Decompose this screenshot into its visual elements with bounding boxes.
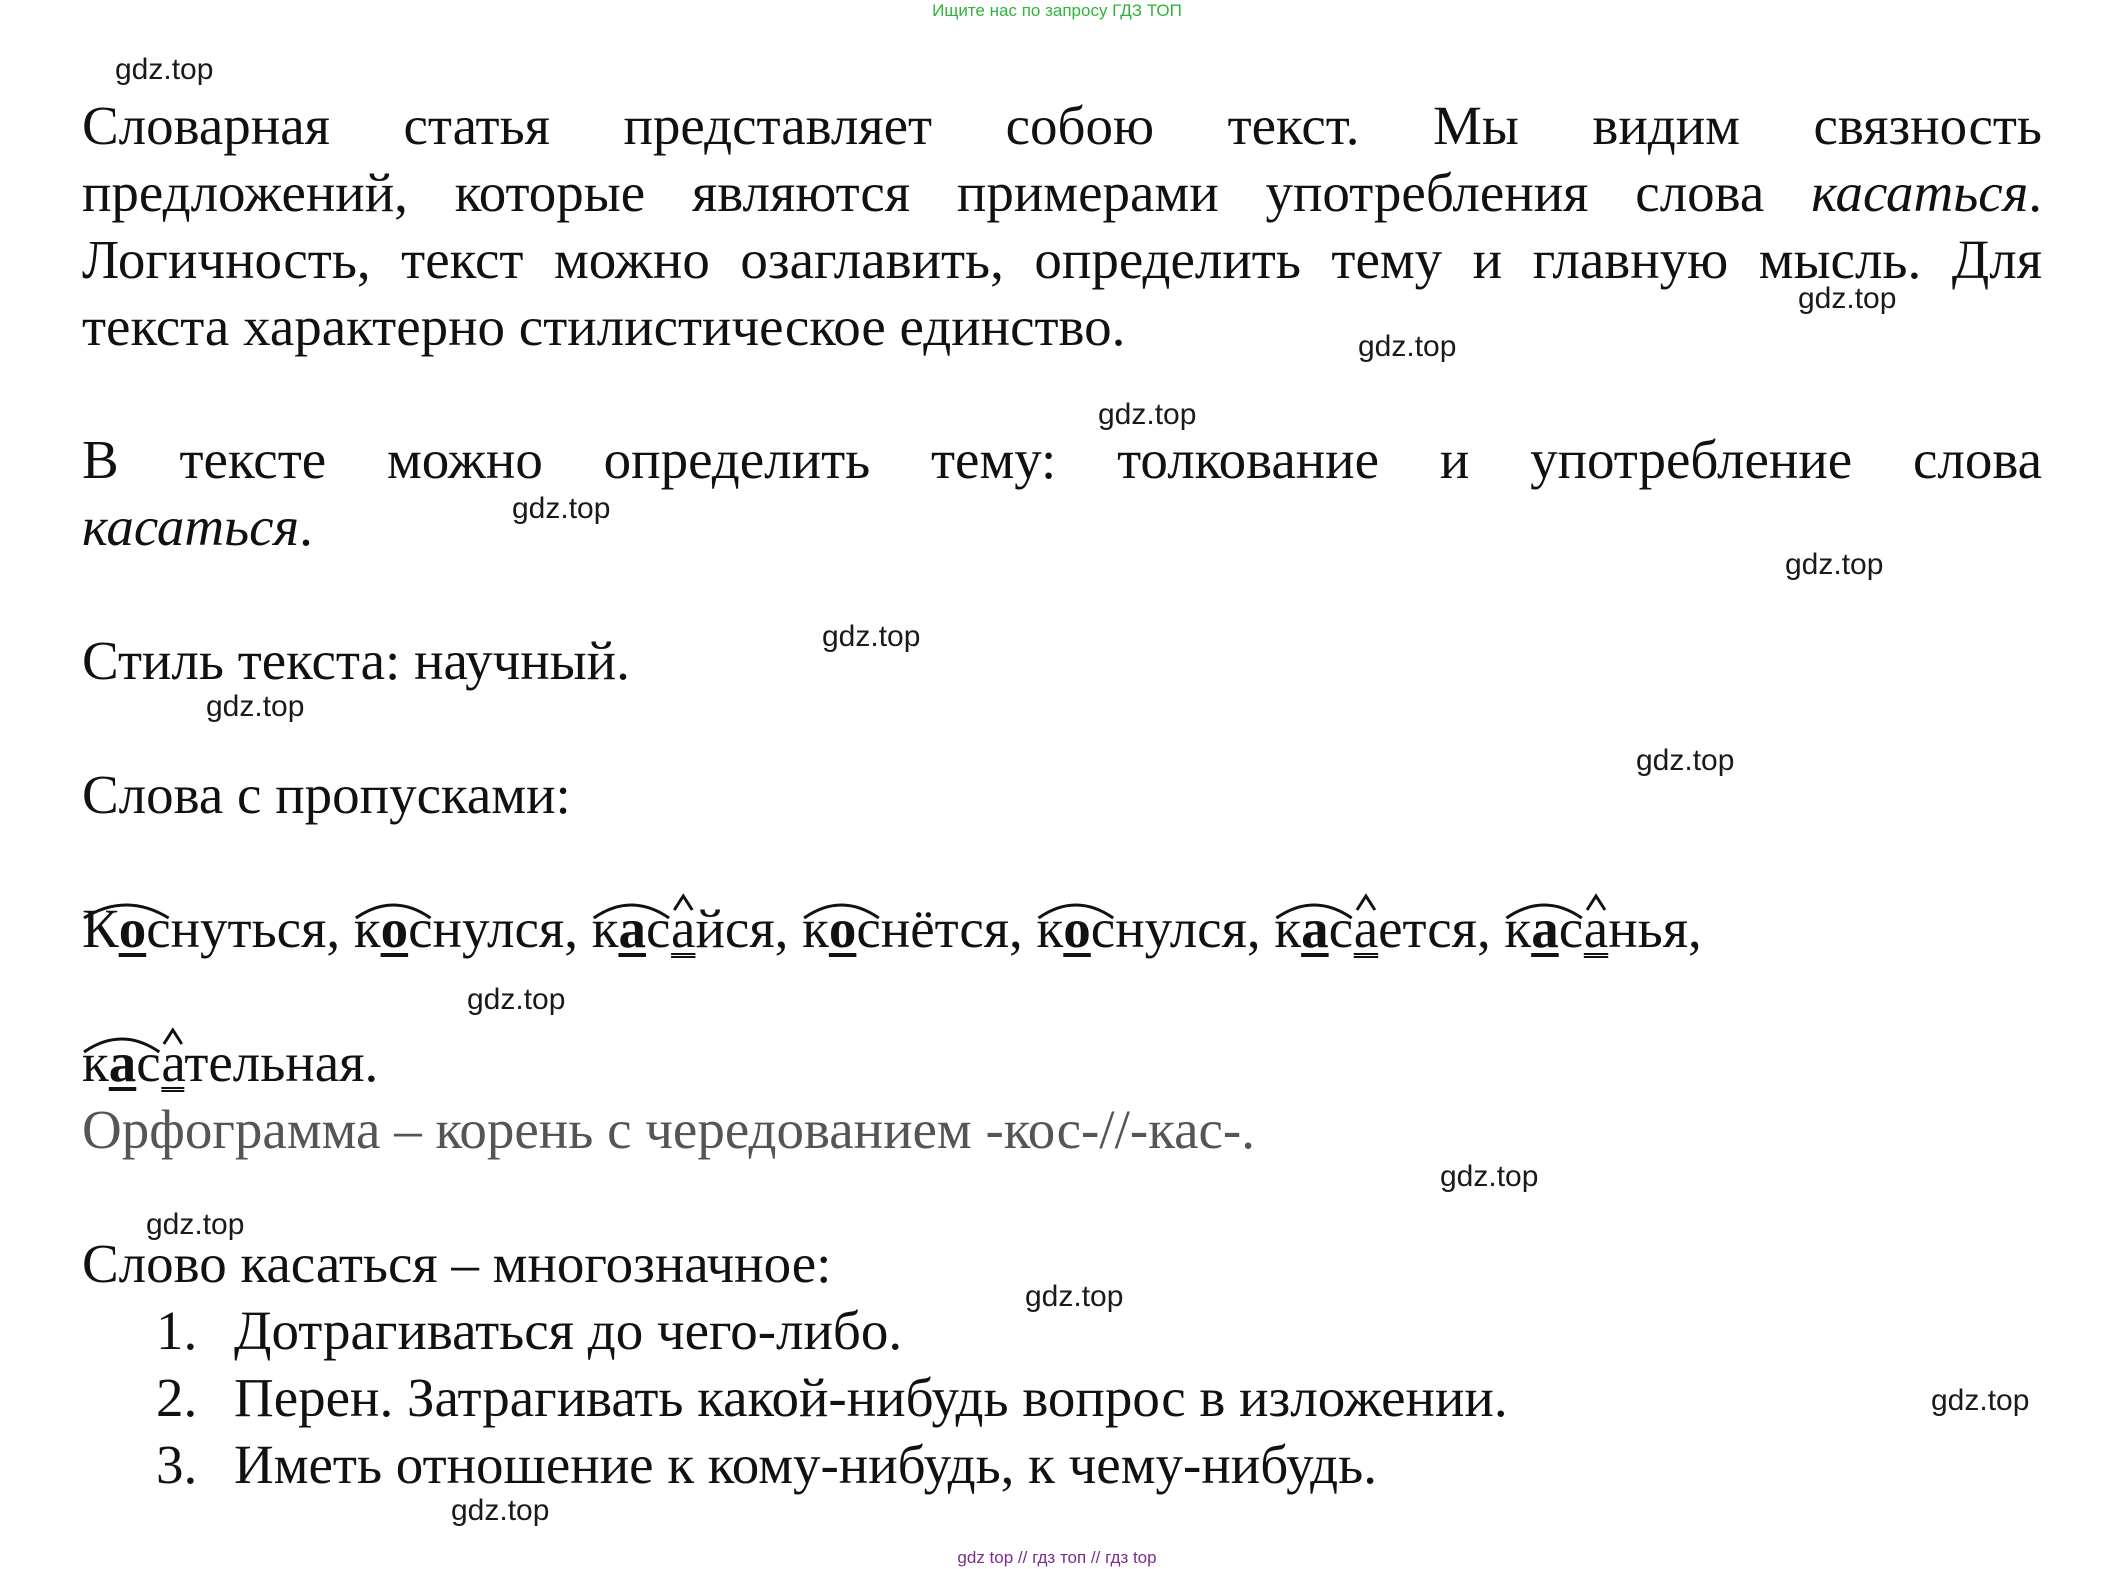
word-root: каса: [1274, 898, 1379, 959]
word: представляет: [623, 95, 933, 156]
unstressed-vowel: о: [1063, 898, 1091, 959]
unstressed-vowel: о: [118, 898, 147, 959]
word-root: кос: [802, 898, 881, 959]
suffix-vowel: а: [161, 1032, 185, 1093]
word: определить: [603, 429, 871, 490]
list-number: 2.: [156, 1367, 198, 1428]
list-number: 3.: [156, 1434, 198, 1495]
separator: ,: [1688, 898, 1702, 959]
word-root: каса: [591, 898, 696, 959]
orthogram-line: Орфограмма – корень с чередованием -кос-//-кас-.: [82, 1099, 1255, 1160]
word: толкование: [1117, 429, 1380, 490]
word: тему:: [931, 429, 1057, 490]
suffix-vowel: а: [1353, 898, 1379, 959]
marked-word: коснётся: [802, 898, 1010, 959]
word: употребление: [1530, 429, 1853, 490]
unstressed-vowel: о: [380, 898, 409, 959]
unstressed-vowel: а: [1531, 898, 1559, 959]
paragraph1-line4: текста характерно стилистическое единство.: [82, 296, 1126, 357]
marked-word: Коснуться: [82, 898, 327, 959]
line-text: предложений, которые являются примерами употребления слова: [82, 162, 1765, 223]
meaning-text: Иметь отношение к кому-нибудь, к чему-нибудь.: [234, 1434, 1377, 1495]
separator: ,: [774, 898, 803, 959]
marked-word: касайся: [591, 898, 775, 959]
word: статья: [403, 95, 550, 156]
separator: ,: [326, 898, 354, 959]
marked-word: коснулся: [1036, 898, 1247, 959]
watermark: gdz.top: [1440, 1160, 1539, 1193]
polysemy-heading: Слово касаться – многозначное:: [82, 1233, 832, 1294]
watermark: gdz.top: [146, 1208, 245, 1241]
word: видим: [1592, 95, 1740, 156]
style-line: Стиль текста: научный.: [82, 630, 630, 691]
word: и: [1439, 429, 1470, 490]
watermark: gdz.top: [512, 492, 611, 525]
italic-word: касаться: [1811, 162, 2029, 223]
suffix-vowel: а: [1583, 898, 1609, 959]
words-line-1: [82, 895, 2042, 962]
marked-word: касанья: [1504, 898, 1689, 959]
word: собою: [1005, 95, 1155, 156]
marked-word: касательная: [82, 1032, 365, 1093]
watermark: gdz.top: [451, 1494, 550, 1527]
watermark: gdz.top: [1798, 282, 1897, 315]
meaning-item: [156, 1364, 1508, 1431]
watermark: gdz.top: [1931, 1384, 2030, 1417]
suffix-vowel: а: [671, 898, 696, 959]
paragraph1-line2: [82, 159, 2042, 226]
watermark: gdz.top: [1098, 398, 1197, 431]
unstressed-vowel: а: [1301, 898, 1329, 959]
marked-word: коснулся: [353, 898, 565, 959]
paragraph1-line1: [82, 92, 2042, 159]
word-root: кос: [1036, 898, 1116, 959]
separator: ,: [1246, 898, 1275, 959]
separator: .: [364, 1032, 379, 1093]
word: В: [82, 429, 119, 490]
word: Словарная: [82, 95, 330, 156]
unstressed-vowel: а: [618, 898, 646, 959]
separator: ,: [1009, 898, 1037, 959]
unstressed-vowel: а: [108, 1032, 137, 1093]
meaning-text: Перен. Затрагивать какой-нибудь вопрос в изложении.: [234, 1367, 1508, 1428]
italic-word: касаться: [82, 496, 300, 557]
period: .: [2028, 162, 2043, 223]
watermark: gdz.top: [206, 690, 305, 723]
list-number: 1.: [156, 1300, 198, 1361]
words-heading: Слова с пропусками:: [82, 764, 571, 825]
marked-word: касается: [1274, 898, 1477, 959]
watermark: gdz.top: [467, 983, 566, 1016]
top-banner[interactable]: Ищите нас по запросу ГДЗ ТОП: [932, 1, 1182, 20]
watermark: gdz.top: [1636, 744, 1735, 777]
separator: ,: [564, 898, 592, 959]
footer-links[interactable]: gdz top // гдз топ // гдз top: [957, 1548, 1157, 1567]
watermark: gdz.top: [1785, 548, 1884, 581]
period: .: [299, 496, 313, 557]
word-root: Кос: [82, 898, 171, 959]
paragraph2-line2: [82, 493, 2042, 560]
meaning-item: [156, 1297, 902, 1364]
watermark: gdz.top: [115, 53, 214, 86]
word-root: кос: [353, 898, 433, 959]
watermark: gdz.top: [822, 620, 921, 653]
paragraph2-line1: [82, 426, 2042, 493]
word: Мы: [1432, 95, 1519, 156]
watermark: gdz.top: [1025, 1280, 1124, 1313]
unstressed-vowel: о: [828, 898, 857, 959]
word: тексте: [179, 429, 327, 490]
paragraph1-line3: Логичность, текст можно озаглавить, определить тему и главную мысль. Для: [82, 229, 2042, 290]
word-root: каса: [1504, 898, 1609, 959]
meaning-item: [156, 1431, 1377, 1498]
watermark: gdz.top: [1358, 330, 1457, 363]
word: текст.: [1227, 95, 1360, 156]
word: связность: [1813, 95, 2043, 156]
separator: ,: [1476, 898, 1505, 959]
word: слова: [1912, 429, 2042, 490]
meaning-text: Дотрагиваться до чего-либо.: [234, 1300, 903, 1361]
words-line-2: [82, 1029, 2042, 1096]
word: можно: [386, 429, 543, 490]
word-root: каса: [82, 1032, 185, 1093]
